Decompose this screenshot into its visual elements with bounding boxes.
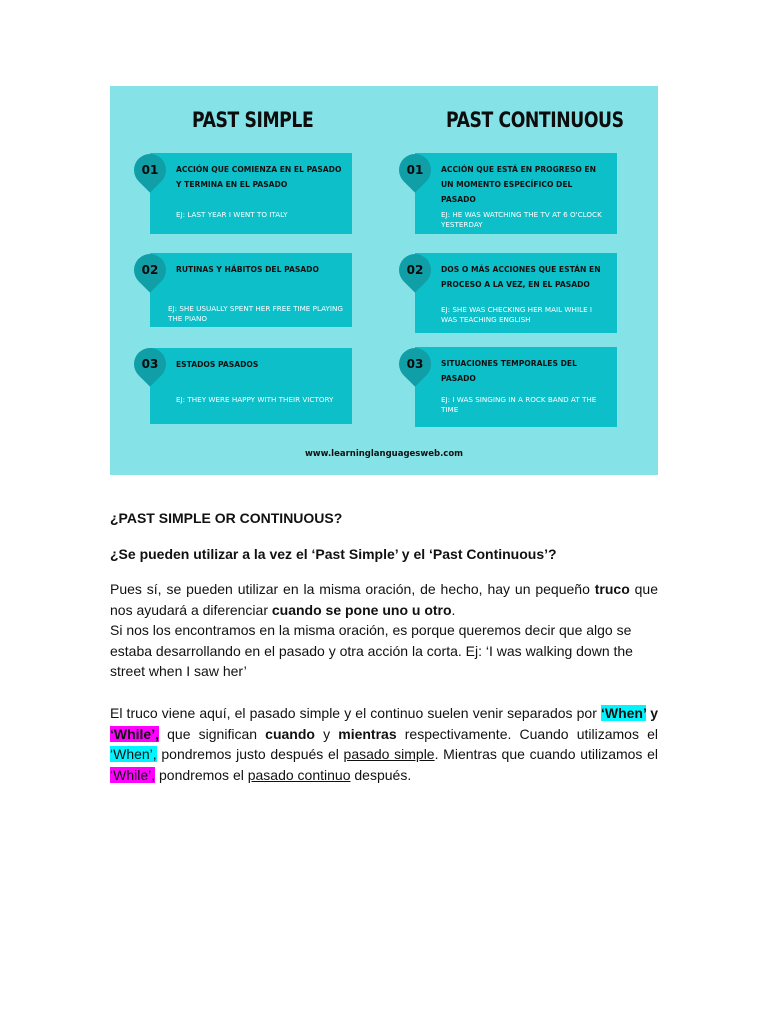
text-run: después. (350, 766, 412, 783)
card-number: 03 (406, 357, 424, 371)
when-highlight-2: ‘When’, (110, 746, 157, 762)
card-title: SITUACIONES TEMPORALES DEL PASADO (441, 359, 577, 383)
card-example: EJ: THEY WERE HAPPY WITH THEIR VICTORY (176, 395, 334, 404)
past-continuous-card-1 (415, 153, 617, 234)
card-example: EJ: SHE WAS CHECKING HER MAIL WHILE I WAS TEACHING ENGLISH (441, 305, 593, 324)
card-number: 01 (141, 163, 159, 177)
infographic (110, 86, 658, 475)
text-run: Pues sí, se pueden utilizar en la misma oración, de hecho, hay un pequeño (110, 581, 595, 597)
card-number: 02 (406, 263, 424, 277)
bold-mientras: mientras (338, 725, 397, 742)
while-highlight-2: ‘While’, (110, 766, 156, 783)
bold-phrase: cuando se pone uno u otro (271, 601, 452, 618)
card-title: ESTADOS PASADOS (176, 360, 259, 369)
paragraph-explanation: Si nos los encontramos en la misma oración, es porque queremos decir que algo se estaba desarrollando en el pasado y otra acción la corta. Ej: ‘I was walking down the street when I saw her’ (110, 622, 633, 679)
text-run: y (646, 705, 658, 721)
card-number: 03 (141, 357, 159, 371)
card-number: 01 (406, 163, 424, 177)
card-example: EJ: I WAS SINGING IN A ROCK BAND AT THE TIME (441, 395, 597, 414)
website-url: www.learninglanguagesweb.com (304, 449, 464, 459)
while-highlight: ‘While’, (110, 725, 159, 742)
text-run: y (314, 725, 339, 742)
text-run: . (451, 601, 456, 618)
past-continuous-title: PAST CONTINUOUS (446, 108, 624, 132)
text-run: que significan (159, 725, 266, 742)
text-run: . Mientras que cuando utilizamos el (434, 746, 659, 762)
paragraph-intro (110, 579, 658, 620)
past-continuous-card-2 (415, 253, 617, 333)
card-title: ACCIÓN QUE ESTÁ EN PROGRESO EN UN MOMENTO ESPECÍFICO DEL PASADO (441, 165, 596, 204)
underline-pasado-simple: pasado simple (343, 746, 435, 762)
card-title: ACCIÓN QUE COMIENZA EN EL PASADO Y TERMINA EN EL PASADO (176, 165, 342, 189)
past-simple-card-1 (150, 153, 352, 234)
text-run: respectivamente. Cuando utilizamos el (396, 725, 658, 742)
section-heading: ¿PAST SIMPLE OR CONTINUOUS? (110, 510, 343, 526)
text-run: pondremos justo después el (156, 746, 344, 762)
underline-pasado-continuo: pasado continuo (247, 766, 351, 783)
text-run: pondremos el (155, 766, 248, 783)
bold-cuando: cuando (265, 725, 315, 742)
past-simple-card-2 (150, 253, 352, 327)
card-title: DOS O MÁS ACCIONES QUE ESTÁN EN PROCESO A LA VEZ, EN EL PASADO (441, 265, 601, 289)
card-title: RUTINAS Y HÁBITOS DEL PASADO (176, 265, 319, 274)
card-example: EJ: SHE USUALLY SPENT HER FREE TIME PLAYING THE PIANO (168, 304, 343, 323)
bold-truco: truco (594, 581, 630, 597)
past-simple-card-3 (150, 348, 352, 424)
card-example: EJ: LAST YEAR I WENT TO ITALY (176, 210, 288, 219)
when-highlight: ‘When’ (600, 705, 647, 721)
question-heading: ¿Se pueden utilizar a la vez el ‘Past Simple’ y el ‘Past Continuous’? (110, 546, 557, 562)
text-run: El truco viene aquí, el pasado simple y el continuo suelen venir separados por (110, 705, 601, 721)
card-number: 02 (141, 263, 159, 277)
past-continuous-card-3 (415, 347, 617, 427)
text-run: que nos ayudará a diferenciar (110, 581, 659, 618)
card-example: EJ: HE WAS WATCHING THE TV AT 6 O'CLOCK YESTERDAY (441, 210, 602, 229)
paragraph-trick (110, 703, 658, 785)
past-simple-title: PAST SIMPLE (192, 108, 314, 132)
